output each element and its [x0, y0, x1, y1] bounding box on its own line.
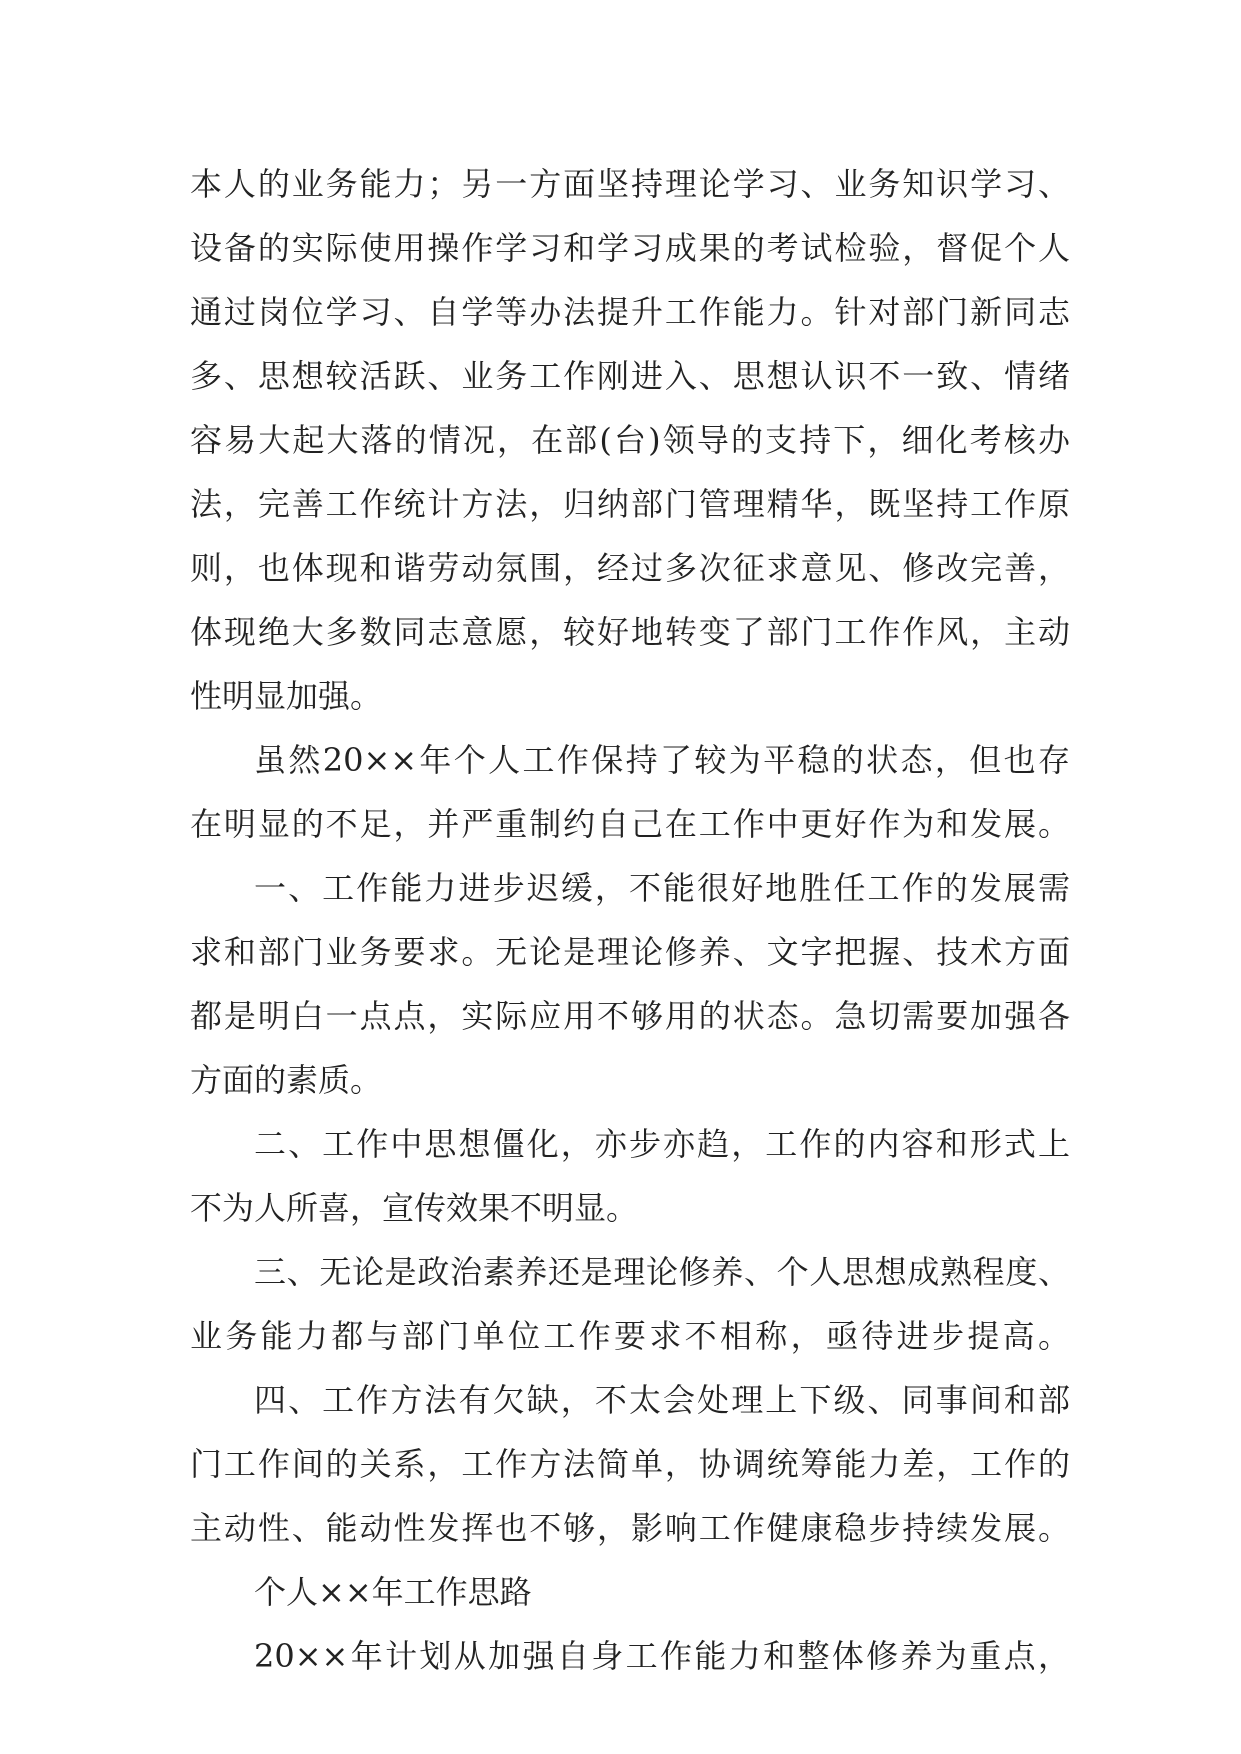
- document-body: [190, 152, 1070, 1688]
- text-line: 方面的素质。: [190, 1061, 383, 1099]
- text-line: 求和部门业务要求。无论是理论修养、文字把握、技术方面: [190, 933, 1070, 971]
- text-line: 体现绝大多数同志意愿，较好地转变了部门工作作风，主动: [190, 613, 1070, 651]
- text-line: 则，也体现和谐劳动氛围，经过多次征求意见、修改完善，: [190, 549, 1070, 587]
- paragraph-first-line: 虽然20××年个人工作保持了较为平稳的状态，但也存: [254, 741, 1070, 779]
- paragraph-first-line: 四、工作方法有欠缺，不太会处理上下级、同事间和部: [254, 1381, 1070, 1419]
- text-line: 容易大起大落的情况，在部(台)领导的支持下，细化考核办: [190, 421, 1070, 459]
- paragraph-first-line: 20××年计划从加强自身工作能力和整体修养为重点，: [254, 1637, 1070, 1675]
- text-line: 都是明白一点点，实际应用不够用的状态。急切需要加强各: [190, 997, 1070, 1035]
- text-line: 法，完善工作统计方法，归纳部门管理精华，既坚持工作原: [190, 485, 1070, 523]
- paragraph-first-line: 三、无论是政治素养还是理论修养、个人思想成熟程度、: [254, 1253, 1070, 1291]
- text-line: 多、思想较活跃、业务工作刚进入、思想认识不一致、情绪: [190, 357, 1070, 395]
- text-line: 设备的实际使用操作学习和学习成果的考试检验，督促个人: [190, 229, 1070, 267]
- paragraph-first-line: 二、工作中思想僵化，亦步亦趋，工作的内容和形式上: [254, 1125, 1070, 1163]
- paragraph-first-line: 一、工作能力进步迟缓，不能很好地胜任工作的发展需: [254, 869, 1070, 907]
- text-line: 性明显加强。: [190, 677, 383, 715]
- text-line: 主动性、能动性发挥也不够，影响工作健康稳步持续发展。: [190, 1509, 1070, 1547]
- text-line: 本人的业务能力；另一方面坚持理论学习、业务知识学习、: [190, 165, 1070, 203]
- section-heading: 个人××年工作思路: [254, 1573, 532, 1611]
- text-line: 门工作间的关系，工作方法简单，协调统筹能力差，工作的: [190, 1445, 1070, 1483]
- text-line: 业务能力都与部门单位工作要求不相称，亟待进步提高。: [190, 1317, 1070, 1355]
- text-line: 不为人所喜，宣传效果不明显。: [190, 1189, 639, 1227]
- text-line: 在明显的不足，并严重制约自己在工作中更好作为和发展。: [190, 805, 1070, 843]
- text-line: 通过岗位学习、自学等办法提升工作能力。针对部门新同志: [190, 293, 1070, 331]
